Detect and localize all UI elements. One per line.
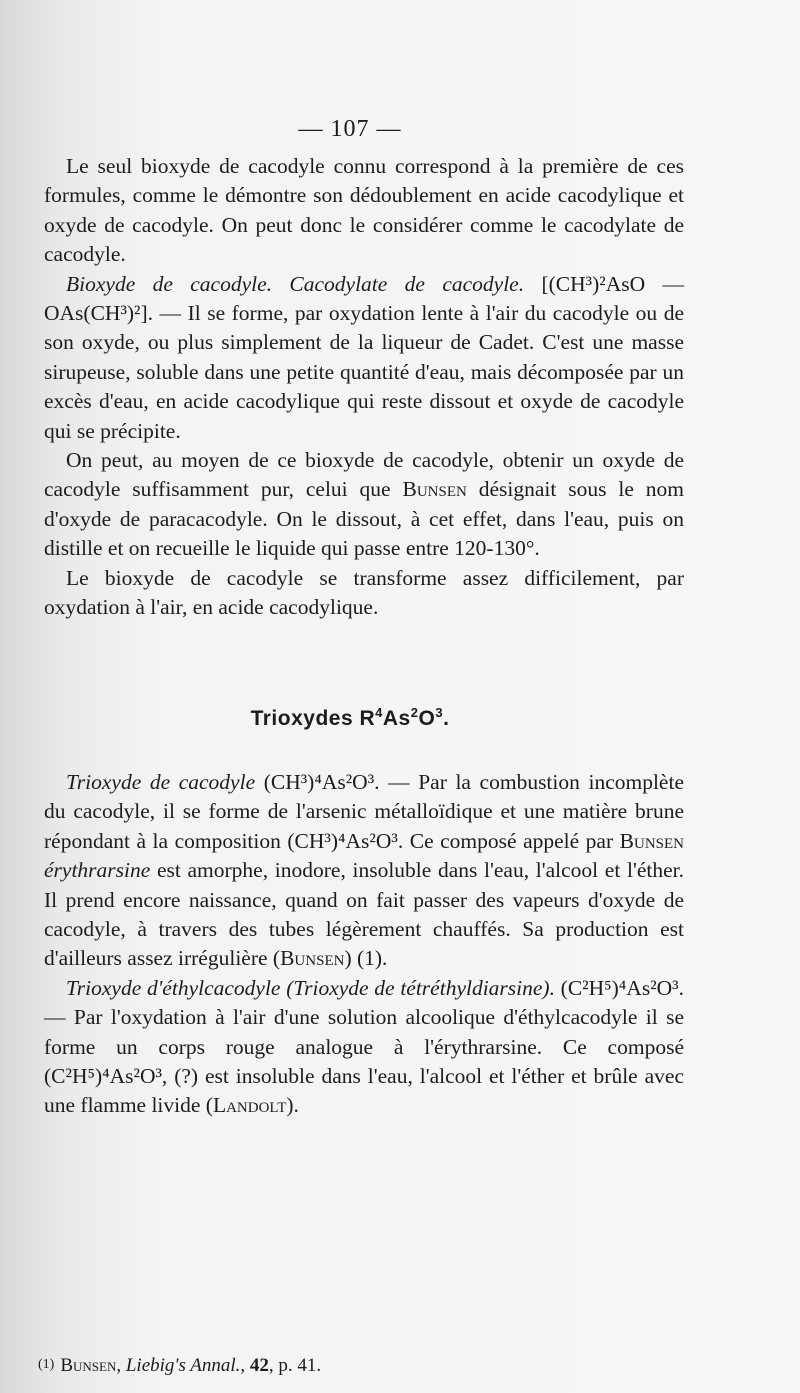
paragraph-lead: Trioxyde d'éthylcacodyle (Trioxyde de tétréthyldiarsine).	[66, 975, 555, 1000]
paragraph-oxydation: Le bioxyde de cacodyle se transforme assez difficilement, par oxydation à l'air, en acide cacodylique.	[44, 565, 684, 620]
author-name: Landolt	[212, 1093, 287, 1118]
page-number: — 107 —	[298, 116, 402, 142]
paragraph-bioxyde-cacodyle: Bioxyde de cacodyle. Cacodylate de cacodyle. [(CH³)²AsO — OAs(CH³)²]. — Il se forme, par oxydation lente à l'air du cacodyle ou de son oxyde, ou plus simplement de la liqueur de Cadet. C'est une masse sirupeuse, soluble dans une petite quantité d'eau, mais décomposée par un excès d'eau, en acide cacodylique qui reste dissout et oxyde de cacodyle qui se précipite.	[44, 271, 684, 443]
footnote-volume: 42	[249, 1355, 269, 1376]
paragraph-lead: Bioxyde de cacodyle. Cacodylate de cacodyle.	[66, 271, 525, 296]
author-name: Bunsen	[619, 828, 684, 853]
author-name: Bunsen	[280, 946, 345, 971]
paragraph-bioxyde-intro: Le seul bioxyde de cacodyle connu correspond à la première de ces formules, comme le démontre son dédoublement en acide cacodylique et oxyde de cacodyle. On peut donc le considérer comme le cacodylate de cacodyle.	[44, 154, 684, 267]
paragraph-paracacodyle: On peut, au moyen de ce bioxyde de cacodyle, obtenir un oxyde de cacodyle suffisamment pur, celui que Bunsen désignait sous le nom d'oxyde de paracacodyle. On le dissout, à cet effet, dans l'eau, puis on distille et on recueille le liquide qui passe entre 120-130°.	[44, 448, 684, 561]
footnote-author: Bunsen	[60, 1355, 117, 1376]
text-block-upper	[44, 152, 684, 623]
text-block-lower	[44, 768, 684, 1121]
term-italic: érythrarsine	[44, 858, 151, 883]
section-heading: Trioxydes $R^4As^2O^3$.	[250, 705, 450, 730]
footnote-number: (1)	[38, 1357, 55, 1372]
author-name: Bunsen	[402, 477, 467, 502]
footnote: (1) Bunsen, Liebig's Annal., 42, p. 41.	[38, 1355, 322, 1376]
paragraph-trioxyde-cacodyle: Trioxyde de cacodyle (CH³)⁴As²O³. — Par la combustion incomplète du cacodyle, il se forme de l'arsenic métalloïdique et une matière brune répondant à la composition (CH³)⁴As²O³. Ce composé appelé par Bunsen érythrarsine est amorphe, inodore, insoluble dans l'eau, l'alcool et l'éther. Il prend encore naissance, quand on fait passer des vapeurs d'oxyde de cacodyle, à travers des tubes légèrement chauffés. Sa production est d'ailleurs assez irrégulière (Bunsen) (1).	[44, 770, 684, 971]
paragraph-trioxyde-ethylcacodyle: Trioxyde d'éthylcacodyle (Trioxyde de tétréthyldiarsine). (C²H⁵)⁴As²O³. — Par l'oxydation à l'air d'une solution alcoolique d'éthylcacodyle il se forme un corps rouge analogue à l'érythrarsine. Ce composé (C²H⁵)⁴As²O³, (?) est insoluble dans l'eau, l'alcool et l'éther et brûle avec une flamme livide (Landolt).	[44, 975, 684, 1118]
footnote-journal: Liebig's Annal.	[125, 1355, 241, 1376]
paragraph-lead: Trioxyde de cacodyle	[66, 770, 256, 794]
